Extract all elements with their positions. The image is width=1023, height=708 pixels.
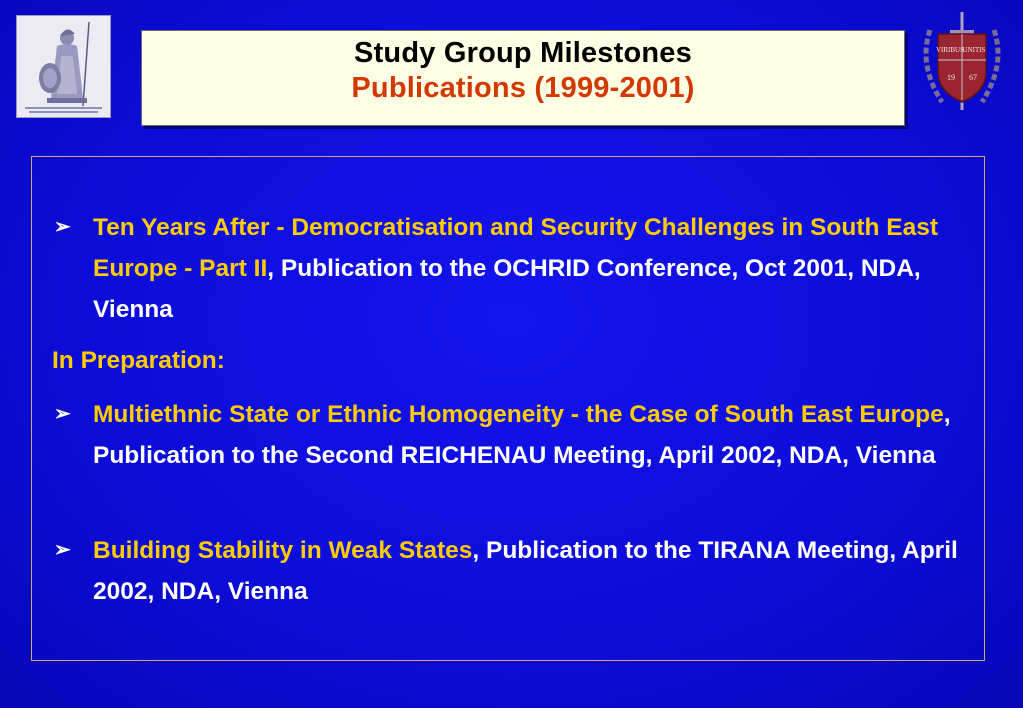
publication-title: Building Stability in Weak States [93, 537, 473, 564]
publication-details: , Publication to the OCHRID Conference, Oct 2001, NDA, Vienna [93, 255, 921, 323]
viribus-unitis-crest [912, 10, 1012, 115]
athena-logo [16, 15, 111, 118]
crest-emblem-icon [912, 10, 1012, 115]
list-item [54, 394, 974, 476]
athena-figure-icon [17, 16, 110, 117]
publication-details: , Publication to the Second REICHENAU Meeting, April 2002, NDA, Vienna [93, 401, 951, 469]
content-box [31, 156, 985, 661]
page-subtitle: Publications (1999-2001) [351, 72, 695, 104]
list-item-text [93, 207, 974, 330]
crest-text-19: 19 [947, 73, 955, 82]
list-item [54, 207, 974, 330]
publication-details: , Publication to the TIRANA Meeting, April 2002, NDA, Vienna [93, 537, 958, 605]
title-box [141, 30, 905, 126]
crest-text-unitis: UNITIS [962, 46, 986, 54]
arrow-bullet-icon: ➢ [54, 539, 71, 561]
list-item-text [93, 394, 974, 476]
section-label-in-preparation: In Preparation: [52, 347, 225, 374]
crest-text-67: 67 [969, 73, 977, 82]
publication-title: Ten Years After - Democratisation and Security Challenges in South East Europe - Part II [93, 214, 939, 282]
publication-title: Multiethnic State or Ethnic Homogeneity - the Case of South East Europe [93, 401, 944, 428]
list-item-text [93, 530, 974, 612]
list-item [54, 530, 974, 612]
arrow-bullet-icon: ➢ [54, 216, 71, 238]
crest-text-viribus: VIRIBUS [935, 46, 965, 54]
arrow-bullet-icon: ➢ [54, 403, 71, 425]
page-title: Study Group Milestones [354, 37, 692, 69]
